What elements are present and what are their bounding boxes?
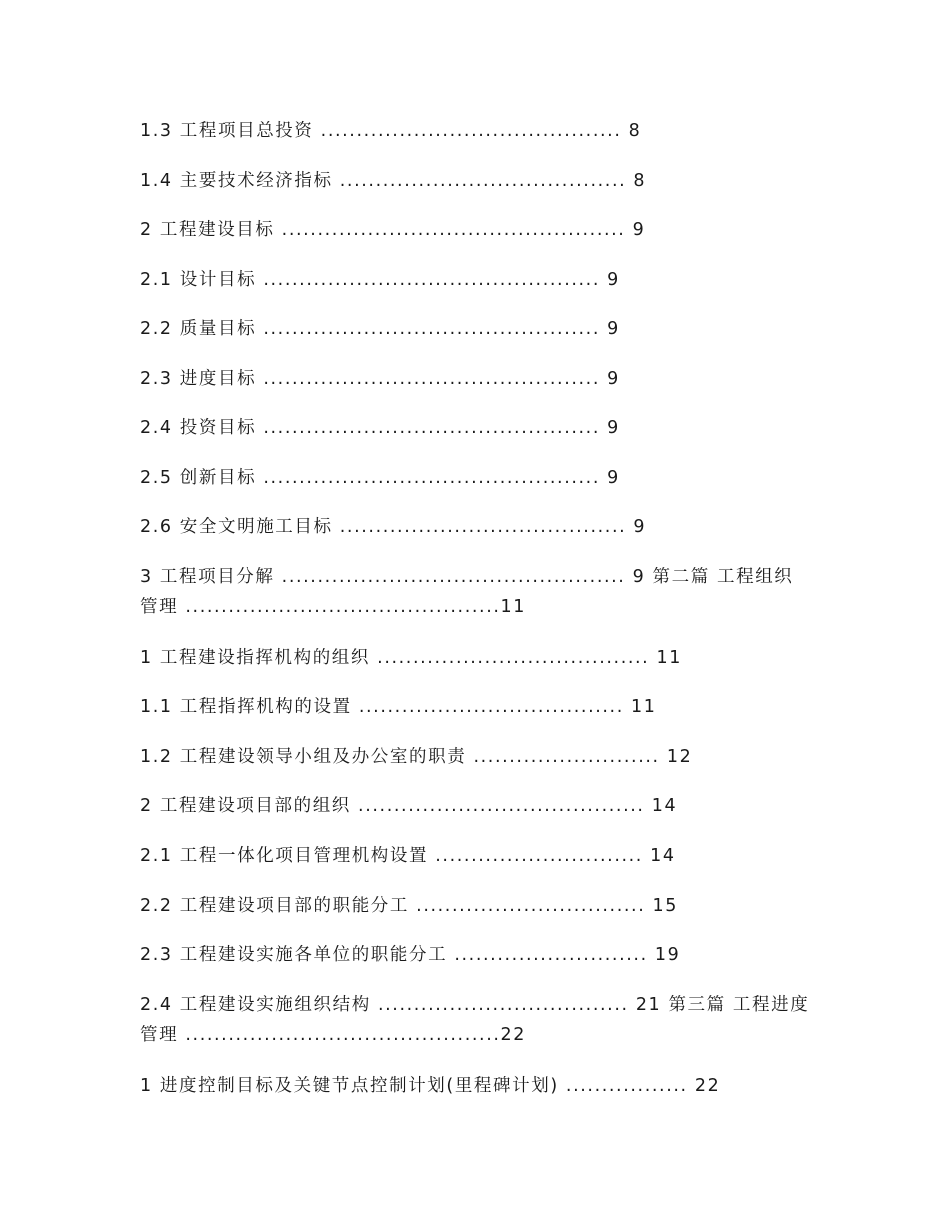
toc-entry-2-2[interactable]: 2.2 质量目标 ............................................... 9 [140,319,620,339]
toc-entry-part2-2[interactable]: 2 工程建设项目部的组织 ........................................ 14 [140,796,678,816]
toc-entry-part2-1[interactable]: 1 工程建设指挥机构的组织 ...................................... 11 [140,648,682,668]
toc-entry-2-4[interactable]: 2.4 投资目标 ............................................... 9 [140,418,620,438]
toc-entry-part2-2-3[interactable]: 2.3 工程建设实施各单位的职能分工 ........................... 19 [140,945,681,965]
toc-entry-2-5[interactable]: 2.5 创新目标 ............................................... 9 [140,468,620,488]
toc-entry-part2-2-2[interactable]: 2.2 工程建设项目部的职能分工 ................................ 15 [140,896,678,916]
toc-entry-part2-1-1[interactable]: 1.1 工程指挥机构的设置 ..................................... 11 [140,697,657,717]
toc-entry-part2-1-2[interactable]: 1.2 工程建设领导小组及办公室的职责 .......................... 12 [140,747,693,767]
toc-entry-2-1[interactable]: 2.1 设计目标 ............................................... 9 [140,270,620,290]
toc-entry-part2-2-1[interactable]: 2.1 工程一体化项目管理机构设置 ............................. 14 [140,846,676,866]
toc-entry-2-3[interactable]: 2.3 进度目标 ............................................... 9 [140,369,620,389]
toc-entry-part3-1[interactable]: 1 进度控制目标及关键节点控制计划(里程碑计划) ................. 22 [140,1076,721,1096]
toc-entry-part2-2-4-and-part-3[interactable]: 2.4 工程建设实施组织结构 ................................... 21 第三篇 工程进度管理 ............................................22 [140,995,810,1045]
toc-entry-2[interactable]: 2 工程建设目标 ................................................ 9 [140,220,646,240]
toc-entry-1-3[interactable]: 1.3 工程项目总投资 .......................................... 8 [140,121,642,141]
toc-entry-3-and-part-2[interactable]: 3 工程项目分解 ................................................ 9 第二篇 工程组织管理 ............................................11 [140,567,794,617]
toc-entry-2-6[interactable]: 2.6 安全文明施工目标 ........................................ 9 [140,517,647,537]
toc-entry-1-4[interactable]: 1.4 主要技术经济指标 ........................................ 8 [140,171,647,191]
